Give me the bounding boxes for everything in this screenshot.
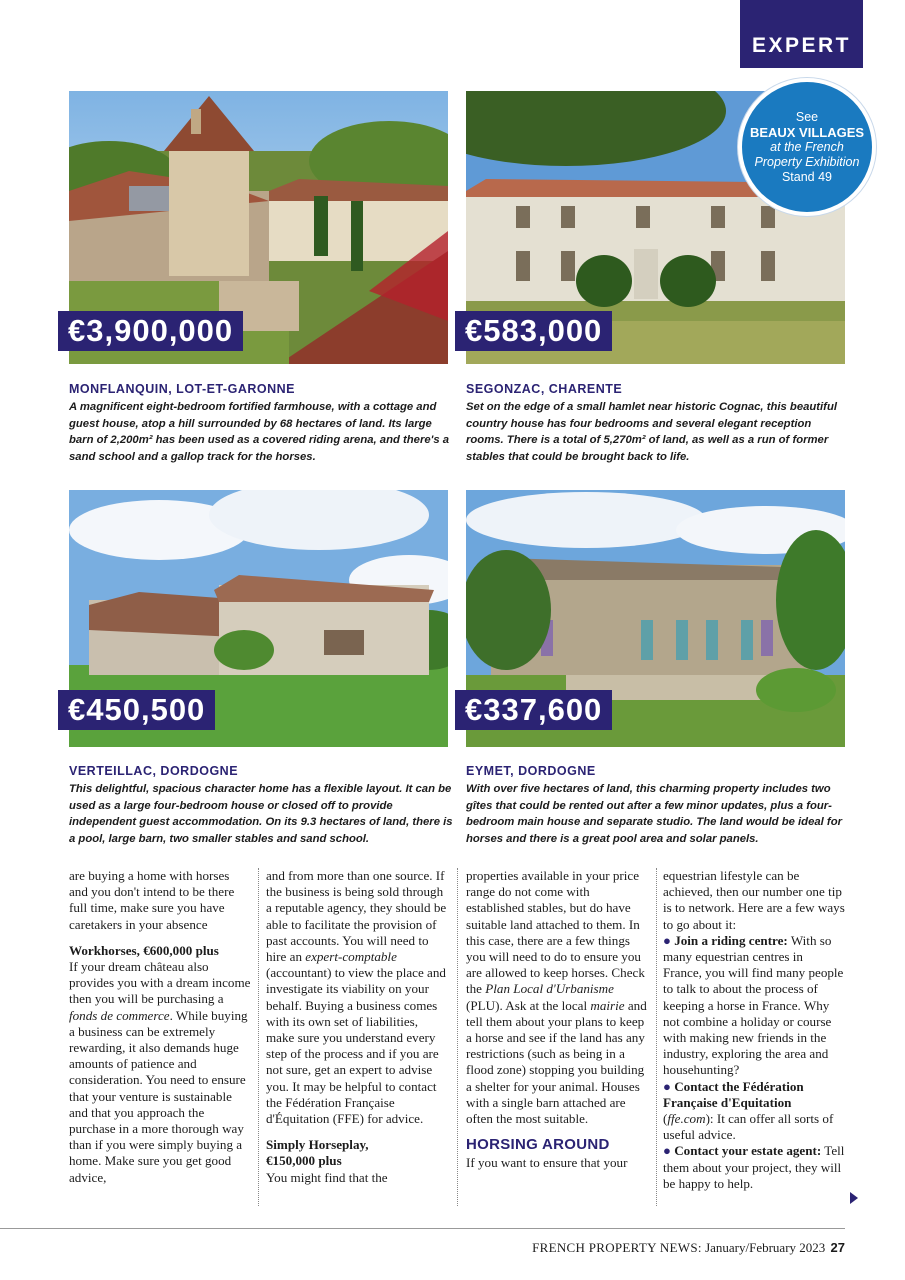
listing-location: SEGONZAC, CHARENTE: [466, 382, 623, 396]
price-tag: [58, 690, 215, 730]
body-text: and from more than one source. If the business is being sold through a reputable agency, they should be able to facilitate the provision of past accounts. You will need to hire an expert-comptable (accountant) to view the place and investigate its viability on your behalf. Buying a business comes with its own set of liabilities, make sure you understand every step of the process and if you are not sure, get an expert to advise you. It may be helpful to contact the Fédération Française d'Équitation (FFE) for advice.: [266, 868, 447, 1127]
body-text: If your dream château also provides you with a dream income then you will be purchasing a fonds de commerce. While buying a business can be extremely rewarding, it also demands huge amounts of patience and consideration. You need to ensure that your venture is sustainable and that you approach the purchase in a more thorough way than if you were simply buying a home. Make sure you get good advice,: [69, 959, 251, 1185]
body-text: are buying a home with horses and you don't intend to be there full time, make sure you have caretakers in your absence: [69, 868, 235, 932]
listing-location: MONFLANQUIN, LOT-ET-GARONNE: [69, 382, 295, 396]
section-tag: [740, 0, 863, 68]
subheading-text: Simply Horseplay,: [266, 1137, 369, 1153]
issue-date: January/February 2023: [701, 1240, 826, 1255]
listing-description: This delightful, spacious character home has a flexible layout. It can be used as a large four-bedroom house or closed off to provide independent guest accommodation. On its 9.3 hectares of land, there is a pool, large barn, two smaller stables and sand school.: [69, 783, 453, 845]
article-column-4: [663, 868, 845, 1192]
exhibition-badge: [738, 78, 876, 216]
listing-caption: [466, 382, 851, 465]
body-text: properties available in your price range do not come with established stables, but do have suitable land attached to them. In this case, there are a few things you will need to do to ensure you are allowed to keep horses. Check the Plan Local d'Urbanisme (PLU). Ask at the local mairie and tell them about your plans to keep a horse and see if the land has any restrictions (such as being in a flood zone) stopping you building a shelter for your animal. Houses with a single barn attached are often the most suitable.: [466, 868, 647, 1127]
price-value: €337,600: [465, 692, 603, 727]
price-value: €450,500: [68, 692, 206, 727]
price-value: €583,000: [465, 313, 603, 348]
price-value: €3,900,000: [68, 313, 234, 348]
article-column-3: [466, 868, 648, 1172]
price-tag: [455, 311, 612, 351]
footer-divider: [0, 1228, 845, 1229]
badge-text: Property Exhibition: [754, 154, 860, 169]
subheading-text: Workhorses, €600,000 plus: [69, 942, 219, 958]
subheading: [69, 943, 251, 959]
listing-description: With over five hectares of land, this charming property includes two gîtes that could be rented out after a few minor updates, plus a four-bedroom main house and separate studio. The land would be ideal for horses and there is a great pool area and solar panels.: [466, 783, 842, 845]
price-tag: [58, 311, 243, 351]
bullet-icon: ●: [663, 1143, 671, 1159]
page-number: 27: [830, 1240, 845, 1255]
bullet-icon: ●: [663, 932, 671, 948]
column-rule: [258, 868, 259, 1206]
listing-description: A magnificent eight-bedroom fortified farmhouse, with a cottage and guest house, atop a hill surrounded by 68 hectares of land. Its large barn of 2,200m² has been used as a covered riding arena, and there's a sand school and a gallop track for the horses.: [69, 401, 450, 463]
badge-text: at the French: [770, 139, 844, 154]
body-text: equestrian lifestyle can be achieved, then our number one tip is to network. Here are a few ways to go about it:: [663, 868, 845, 932]
badge-text: BEAUX VILLAGES: [749, 124, 865, 140]
page-footer: [532, 1240, 845, 1256]
section-label: EXPERT: [751, 34, 852, 57]
article-column-1: [69, 868, 251, 1186]
price-tag: [455, 690, 612, 730]
column-rule: [656, 868, 657, 1206]
listing-location: EYMET, DORDOGNE: [466, 764, 596, 778]
section-heading: HORSING AROUND: [466, 1136, 610, 1154]
body-text: You might find that the: [266, 1169, 388, 1185]
listing-location: VERTEILLAC, DORDOGNE: [69, 764, 239, 778]
body-text: If you want to ensure that your: [466, 1155, 628, 1171]
badge-text: See: [795, 109, 819, 124]
bullet-icon: ●: [663, 1078, 671, 1094]
badge-text: Stand 49: [781, 169, 833, 184]
bullet-item: ● Contact the Fédération Française d'Equitation (ffe.com): It can offer all sorts of useful advice.: [663, 1078, 834, 1143]
subheading-text: €150,000 plus: [266, 1153, 342, 1169]
listing-description: Set on the edge of a small hamlet near historic Cognac, this beautiful country house has four bedrooms and several elegant reception rooms. There is a total of 5,270m² of land, as well as a run of former stables that could be brought back to life.: [466, 401, 837, 463]
article-column-2: [266, 868, 448, 1186]
subheading: [266, 1137, 448, 1169]
bullet-item: ● Contact your estate agent: Tell them about your project, they will be happy to help.: [663, 1143, 845, 1191]
listing-caption: [466, 764, 851, 847]
continue-arrow-icon: [850, 1192, 858, 1204]
bullet-item: ● Join a riding centre: With so many equestrian centres in France, you will find many people to talk to about the process of keeping a horse in France. Why not combine a holiday or course with making new friends in the industry, exploring the area and househunting?: [663, 932, 844, 1078]
listing-caption: [69, 764, 454, 847]
magazine-name: FRENCH PROPERTY NEWS:: [532, 1240, 702, 1255]
column-rule: [457, 868, 458, 1206]
listing-caption: [69, 382, 454, 465]
